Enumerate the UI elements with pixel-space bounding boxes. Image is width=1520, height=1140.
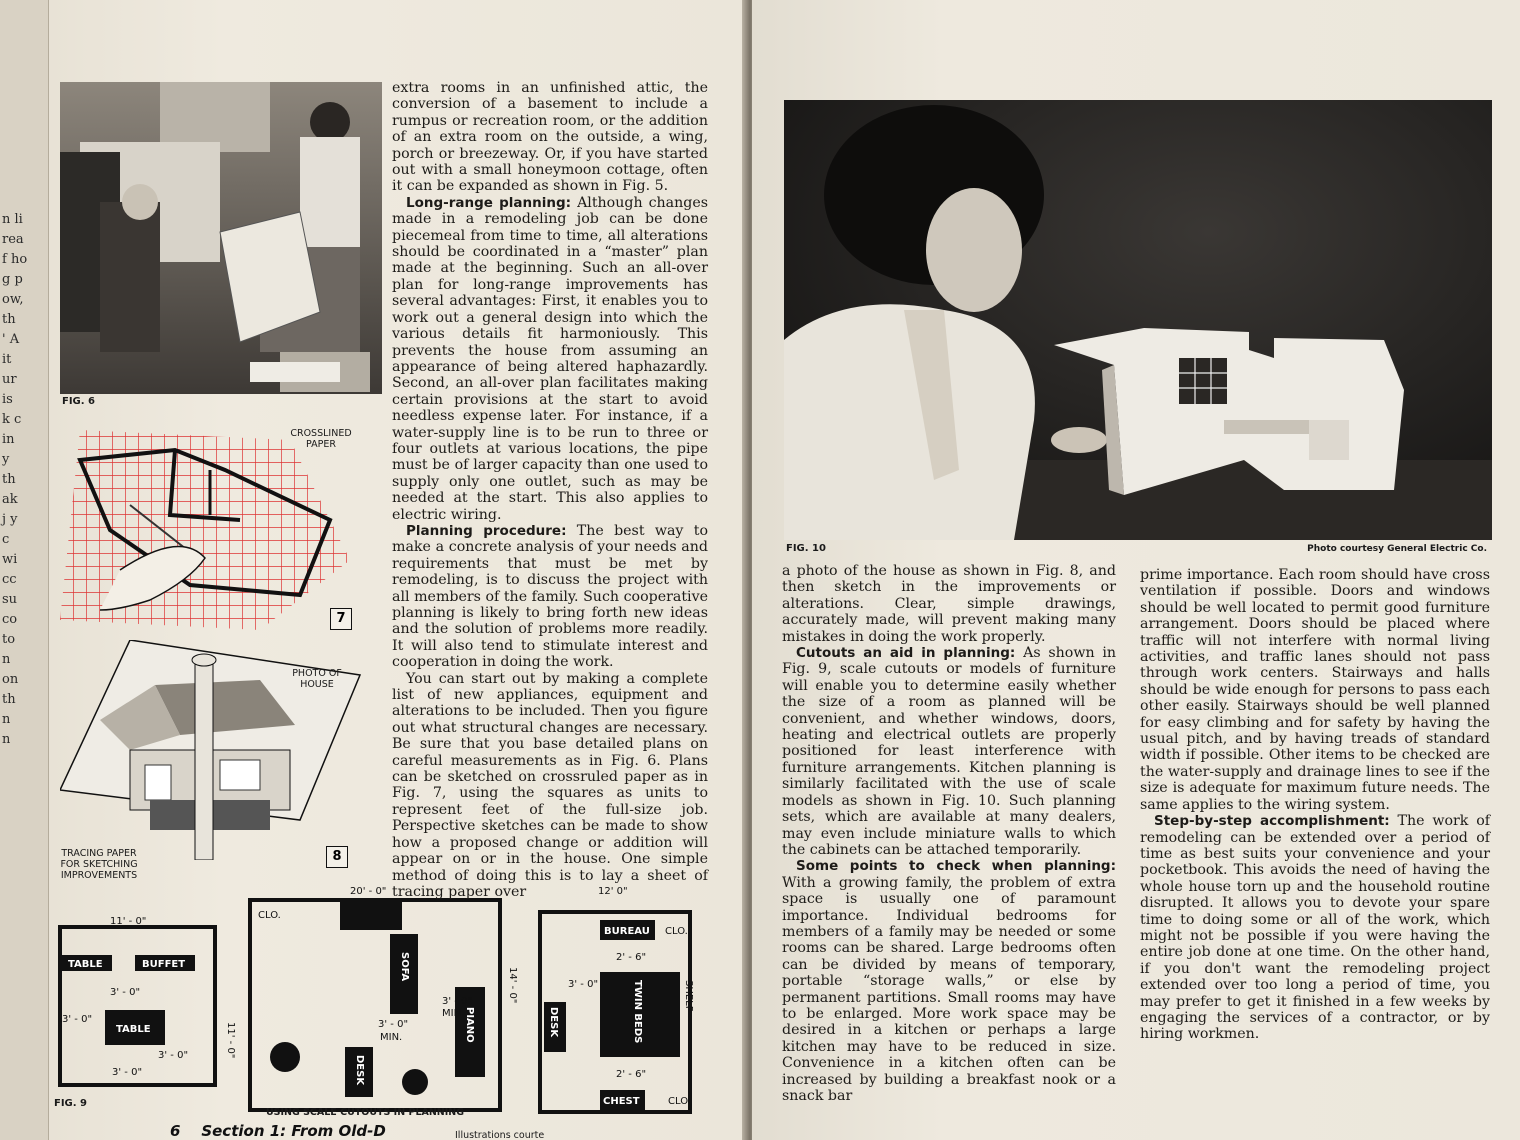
fp-dining-buffet: BUFFET (142, 959, 186, 970)
fp-living-piano: PIANO (464, 1007, 475, 1043)
fp-living-gap: 3' - 0" (378, 1019, 409, 1030)
fig6-label: FIG. 6 (62, 396, 95, 407)
right-c2-p2-heading: Step-by-step accomplishment: (1154, 813, 1390, 830)
fp-bedroom-desk: DESK (548, 1007, 559, 1038)
left-p1: extra rooms in an unfinished attic, the conversion of a basement to include a rumpus or recreation room, or the addition of an extra room on the outside, a wing, porch or breezeway. Or, if you have started out with a small honeymoon cottage, often it can be expanded as shown in Fig. 5. (392, 80, 708, 195)
fp-bedroom-twin-beds: TWIN BEDS (632, 980, 643, 1044)
page-footer (170, 1122, 386, 1140)
fig6-photo (60, 82, 382, 394)
fig8-number: 8 (326, 846, 348, 868)
fig10-credit: Photo courtesy General Electric Co. (1307, 544, 1487, 554)
page-number: 6 (170, 1122, 181, 1140)
adjacent-page-text: n li rea f ho g p ow, th ' A it ur is k c in y th ak j y c wi cc su co to n on th n n (2, 212, 28, 747)
section-title: Section 1: From Old-D (201, 1122, 386, 1140)
fp-living-sofa: SOFA (399, 952, 410, 982)
fig7-caption: CROSSLINED PAPER (290, 428, 352, 450)
right-c1-p3 (782, 858, 1116, 1104)
right-text-column-2 (1140, 567, 1490, 1043)
fig6-illustration (60, 82, 382, 394)
fp-dining-gap-left: 3' - 0" (62, 1014, 93, 1025)
right-c1-p1: a photo of the house as shown in Fig. 8, and then sketch in the improvements or alterations. Clear, simple drawings, accurately made, will prevent making many mistakes in doing the work properly. (782, 563, 1116, 645)
fp-dining-gap-bottom: 3' - 0" (112, 1067, 143, 1078)
illustrations-credit: Illustrations courte (455, 1130, 545, 1140)
left-text-column (392, 80, 708, 900)
fp-living-gap2: 3' - 0" (442, 996, 473, 1007)
left-p2-body: Although changes made in a remodeling job can be done piecemeal from time to time, all alterations should be coordinated in a “master” plan made at the beginning. Such an all-over plan for long-range improvements has several advantages: First, it enables you to work out a general design into which the various details fit harmoniously. This prevents the house from assuming an appearance of being altered haphazardly. Second, an all-over plan facilitates making certain provisions at the start to avoid needless expense later. For instance, if a water-supply line is to be run to three or four outlets at various locations, the pipe must be of larger capacity than one used to supply only one outlet, such as may be needed at the start. This also applies to electric wiring. (392, 194, 709, 523)
fp-bedroom-chest: CHEST (603, 1096, 640, 1107)
fp-bedroom-clo-top: CLO. (665, 926, 688, 937)
left-p4: You can start out by making a complete list of new appliances, equipment and alterations to be included. Then you figure out what structural changes are necessary. Be sure that you base detailed plans on careful measurements as in Fig. 6. Plans can be sketched on crossruled paper as in Fig. 7, using the squares as units to represent feet of the full-size job. Perspective sketches can be made to show how a proposed change or addition will appear on or in the house. One simple method of doing this is to lay a sheet of tracing paper over (392, 670, 708, 900)
fp-dining-dim-top: 11' - 0" (110, 916, 147, 927)
left-page (0, 0, 748, 1140)
right-c2-p2 (1140, 813, 1490, 1043)
fp-dining-gap-right: 3' - 0" (158, 1050, 189, 1061)
fp-bedroom-gap-left: 3' - 0" (568, 979, 599, 990)
left-p3-heading: Planning procedure: (406, 522, 567, 539)
fig10-label: FIG. 10 (786, 543, 826, 554)
right-c1-p2 (782, 645, 1116, 858)
right-c1-p3-heading: Some points to check when planning: (796, 858, 1116, 875)
fig10-photo (784, 100, 1492, 540)
right-text-column-1 (782, 563, 1116, 1104)
fp-living-min: MIN. (380, 1032, 403, 1043)
right-c1-p2-body: As shown in Fig. 9, scale cutouts or models of furniture will enable you to determine easily whether the size of a room as planned will be convenient, and whether windows, doors, heating and electrical outlets are properly positioned for least interference with furniture arrangements. Kitchen planning is similarly facilitated with the use of scale models as shown in Fig. 10. Such planning sets, which are available at many dealers, may even include miniature walls to which the cabinets can be attached temporarily. (782, 645, 1117, 858)
left-p2-heading: Long-range planning: (406, 194, 572, 211)
fp-bedroom-clo-bottom: CLO. (668, 1096, 691, 1107)
fig10-illustration (784, 100, 1492, 540)
fig8-tracing-caption: TRACING PAPER FOR SKETCHING IMPROVEMENTS (60, 848, 138, 881)
fig9-caption: USING SCALE CUTOUTS IN PLANNING (265, 1107, 465, 1118)
right-c2-p2-body: The work of remodeling can be extended over a period of time as best suits your convenience and your pocketbook. This avoids the need of having the whole house torn up and the household routine disrupted. It allows you to devote your spare time to doing some or all of the work, which might not be possible if you were having the entire job done at one time. On the other hand, if you don't want the remodeling project extended over too long a period of time, you may prefer to get it finished in a few weeks by engaging the services of a contractor, or by hiring workmen. (1140, 813, 1490, 1043)
fig9-floorplans (50, 872, 710, 1127)
fp-bedroom-shelf: SHELF (683, 980, 694, 1012)
adjacent-page-edge (0, 0, 49, 1140)
fp-living-min2: MIN. (442, 1008, 465, 1019)
fp-bedroom-bureau: BUREAU (604, 926, 650, 937)
fp-dining-center-table: TABLE (116, 1024, 151, 1035)
right-c1-p2-heading: Cutouts an aid in planning: (796, 645, 1016, 662)
left-p3 (392, 523, 708, 671)
fp-dining-dim-side: 11' - 0" (225, 1022, 236, 1059)
fp-bedroom-gap-top: 2' - 6" (616, 952, 647, 963)
right-c2-p1: prime importance. Each room should have cross ventilation if possible. Doors and windows should be well located to permit good furniture arrangement. Doors should be placed where traffic will not interfere with normal living activities, and traffic lanes should not pass through work centers. Stairways and halls should be wide enough for persons to pass each other easily. Stairways should be well planned for easy climbing and for safety by having the usual pitch, and by having treads of standard width if possible. Other items to be checked are the water-supply and drainage lines to see if the size is adequate for maximum future needs. The same applies to the wiring system. (1140, 567, 1490, 813)
left-p3-body: The best way to make a concrete analysis of your needs and requirements that must be met by remodeling, is to discuss the project with all members of the family. Such cooperative planning is likely to bring forth new ideas and the solution of problems more readily. It will also tend to stimulate interest and cooperation in doing the work. (392, 522, 708, 671)
fp-living-dim-side: 14' - 0" (507, 967, 518, 1004)
fp-bedroom-gap-bottom: 2' - 6" (616, 1069, 647, 1080)
fig7-number: 7 (330, 608, 352, 630)
fig8-photo-caption: PHOTO OF HOUSE (292, 668, 342, 690)
right-c1-p3-body: With a growing family, the problem of extra space is usually one of paramount importance. Individual bedrooms for members of a family may be needed or some rooms can be shared. Large bedrooms often can be divided by means of temporary, portable “storage walls,” or else by permanent partitions. Small rooms may have to be enlarged. More work space may be desired in a kitchen or perhaps a large kitchen may have to be reduced in size. Convenience in a kitchen often can be increased by building a breakfast nook or a snack bar (782, 874, 1116, 1104)
fp-dining-table: TABLE (68, 959, 103, 970)
fp-living-clo: CLO. (258, 910, 281, 921)
left-p2 (392, 195, 708, 523)
fp-living-desk: DESK (354, 1055, 365, 1086)
fp-dining-gap-top: 3' - 0" (110, 987, 141, 998)
fp-bedroom-dim-top: 12' 0" (598, 886, 628, 897)
fp-living-dim-top: 20' - 0" (350, 886, 387, 897)
right-page (752, 0, 1520, 1140)
fig9-label: FIG. 9 (54, 1098, 87, 1109)
